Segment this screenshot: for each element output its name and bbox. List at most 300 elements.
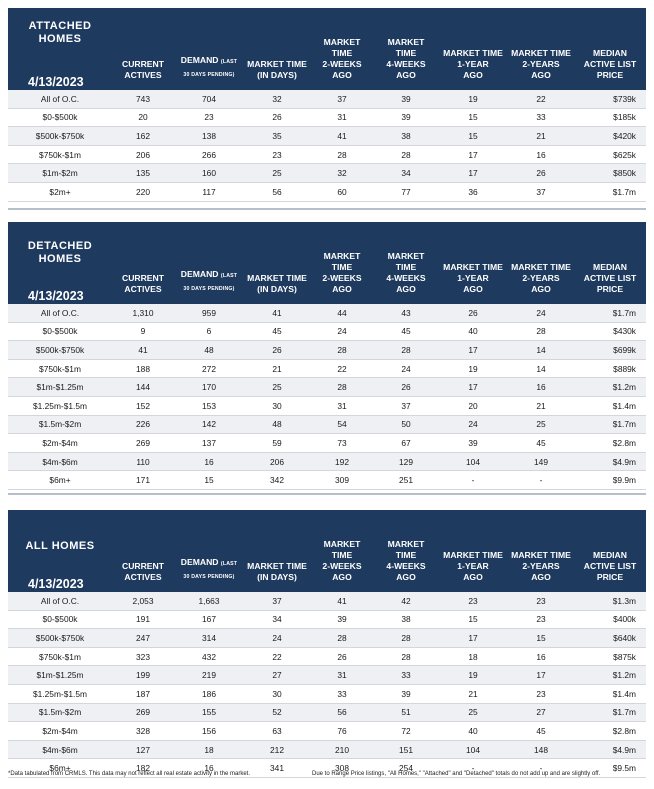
table-cell: -	[508, 759, 574, 778]
price-range-label: $1.5m-$2m	[8, 703, 112, 722]
table-cell: 39	[374, 684, 438, 703]
attached-table	[8, 90, 646, 202]
table-cell: 24	[508, 304, 574, 322]
table-cell: 247	[112, 629, 174, 648]
table-cell: 25	[244, 378, 310, 397]
table-cell: 32	[310, 164, 374, 183]
table-cell: 51	[374, 703, 438, 722]
table-cell: 40	[438, 722, 508, 741]
table-cell: 76	[310, 722, 374, 741]
table-cell: 67	[374, 434, 438, 453]
table-cell: 21	[244, 359, 310, 378]
table-cell: 34	[374, 164, 438, 183]
table-cell: 59	[244, 434, 310, 453]
table-row	[8, 703, 646, 722]
table-cell: 26	[244, 108, 310, 127]
table-cell: $739k	[574, 90, 646, 108]
price-range-label: All of O.C.	[8, 592, 112, 610]
table-cell: $1.7m	[574, 415, 646, 434]
market-time-2wk-header: MARKET TIME 2-WEEKS AGO	[322, 251, 362, 294]
table-cell: 22	[508, 90, 574, 108]
table-cell: 21	[508, 396, 574, 415]
table-cell: 186	[174, 684, 244, 703]
table-cell: 188	[112, 359, 174, 378]
table-cell: 24	[310, 322, 374, 341]
table-cell: 73	[310, 434, 374, 453]
table-cell: $1.4m	[574, 684, 646, 703]
table-cell: $889k	[574, 359, 646, 378]
table-row	[8, 127, 646, 146]
table-cell: 28	[374, 145, 438, 164]
price-range-label: $4m-$6m	[8, 452, 112, 471]
table-cell: $699k	[574, 341, 646, 360]
table-cell: 328	[112, 722, 174, 741]
table-row	[8, 722, 646, 741]
price-range-label: $1.5m-$2m	[8, 415, 112, 434]
table-cell: 26	[508, 164, 574, 183]
median-price-header: MEDIAN ACTIVE LIST PRICE	[583, 48, 637, 80]
table-cell: $4.9m	[574, 452, 646, 471]
table-cell: $4.9m	[574, 740, 646, 759]
table-cell: 30	[244, 684, 310, 703]
market-time-2yr-header: MARKET TIME 2-YEARS AGO	[511, 550, 571, 582]
detached-homes-section	[8, 222, 646, 490]
table-row	[8, 304, 646, 322]
table-row	[8, 322, 646, 341]
price-range-label: $1m-$1.25m	[8, 378, 112, 397]
table-cell: 27	[508, 703, 574, 722]
section-date: 4/13/2023	[28, 577, 84, 591]
market-time-1yr-header: MARKET TIME 1-YEAR AGO	[443, 550, 503, 582]
table-row	[8, 629, 646, 648]
table-cell: 27	[244, 666, 310, 685]
median-price-header: MEDIAN ACTIVE LIST PRICE	[583, 262, 637, 294]
table-cell: 199	[112, 666, 174, 685]
all-table	[8, 592, 646, 778]
table-cell: 23	[508, 610, 574, 629]
table-cell: 26	[244, 341, 310, 360]
table-cell: 212	[244, 740, 310, 759]
price-range-label: $750k-$1m	[8, 145, 112, 164]
market-time-1yr-header: MARKET TIME 1-YEAR AGO	[443, 262, 503, 294]
table-cell: 170	[174, 378, 244, 397]
table-cell: 37	[374, 396, 438, 415]
price-range-label: $0-$500k	[8, 610, 112, 629]
table-cell: 15	[174, 471, 244, 490]
table-row	[8, 182, 646, 201]
demand-header: DEMAND (LAST 30 DAYS PENDING)	[180, 557, 238, 580]
attached-homes-section	[8, 8, 646, 202]
section-title: ATTACHED HOMES	[28, 20, 92, 45]
table-cell: $625k	[574, 145, 646, 164]
price-range-label: All of O.C.	[8, 90, 112, 108]
table-cell: 171	[112, 471, 174, 490]
table-cell: $1.7m	[574, 703, 646, 722]
detached-table	[8, 304, 646, 490]
market-time-4wk-header: MARKET TIME 4-WEEKS AGO	[386, 37, 426, 80]
table-cell: 20	[438, 396, 508, 415]
table-cell: 37	[310, 90, 374, 108]
footer-note-left: *Data tabulated from CRMLS. This data may not reflect all real estate activity in the market.	[8, 771, 250, 777]
table-row	[8, 378, 646, 397]
table-cell: 1,663	[174, 592, 244, 610]
section-divider	[8, 208, 646, 210]
table-cell: 28	[508, 322, 574, 341]
market-time-4wk-header: MARKET TIME 4-WEEKS AGO	[386, 251, 426, 294]
table-cell: 160	[174, 164, 244, 183]
table-cell: 21	[508, 127, 574, 146]
table-cell: 19	[438, 666, 508, 685]
demand-header: DEMAND (LAST 30 DAYS PENDING)	[180, 269, 238, 292]
price-range-label: $2m-$4m	[8, 434, 112, 453]
table-cell: $420k	[574, 127, 646, 146]
table-cell: 41	[310, 592, 374, 610]
table-cell: 39	[310, 610, 374, 629]
table-cell: 25	[244, 164, 310, 183]
table-cell: $1.2m	[574, 378, 646, 397]
table-cell: 45	[244, 322, 310, 341]
table-cell: 33	[374, 666, 438, 685]
table-cell: 272	[174, 359, 244, 378]
footer-note-right: Due to Range Price listings, "All Homes," "Attached" and "Detached" totals do not add up and are slightly off.	[312, 771, 601, 777]
table-cell: 167	[174, 610, 244, 629]
table-cell: 191	[112, 610, 174, 629]
table-cell: 269	[112, 703, 174, 722]
attached-header	[8, 8, 646, 90]
table-cell: 219	[174, 666, 244, 685]
price-range-label: $1m-$1.25m	[8, 666, 112, 685]
table-cell: 23	[438, 592, 508, 610]
table-cell: 110	[112, 452, 174, 471]
price-range-label: $4m-$6m	[8, 740, 112, 759]
table-cell: 16	[508, 647, 574, 666]
table-cell: 34	[244, 610, 310, 629]
table-cell: 43	[374, 304, 438, 322]
table-cell: 22	[310, 359, 374, 378]
table-cell: 38	[374, 610, 438, 629]
table-cell: 17	[438, 378, 508, 397]
current-actives-header: CURRENT ACTIVES	[121, 59, 164, 80]
table-cell: 314	[174, 629, 244, 648]
table-cell: 42	[374, 592, 438, 610]
table-cell: 15	[438, 127, 508, 146]
price-range-label: $6m+	[8, 759, 112, 778]
table-cell: 41	[244, 304, 310, 322]
table-row	[8, 341, 646, 360]
table-cell: 41	[112, 341, 174, 360]
table-cell: 28	[374, 629, 438, 648]
all-homes-section	[8, 510, 646, 778]
table-cell: 54	[310, 415, 374, 434]
table-cell: 15	[438, 610, 508, 629]
price-range-label: $1m-$2m	[8, 164, 112, 183]
table-cell: 104	[438, 452, 508, 471]
price-range-label: $1.25m-$1.5m	[8, 396, 112, 415]
table-cell: 56	[310, 703, 374, 722]
table-cell: 25	[508, 415, 574, 434]
table-cell: 117	[174, 182, 244, 201]
table-cell: 16	[174, 759, 244, 778]
table-cell: 32	[244, 90, 310, 108]
table-cell: 26	[374, 378, 438, 397]
table-cell: 156	[174, 722, 244, 741]
table-cell: 23	[244, 145, 310, 164]
table-cell: 17	[438, 145, 508, 164]
table-row	[8, 471, 646, 490]
table-cell: 77	[374, 182, 438, 201]
table-cell: 155	[174, 703, 244, 722]
market-time-2wk-header: MARKET TIME 2-WEEKS AGO	[322, 37, 362, 80]
table-cell: 432	[174, 647, 244, 666]
table-cell: 17	[438, 164, 508, 183]
table-cell: 152	[112, 396, 174, 415]
table-cell: $1.7m	[574, 182, 646, 201]
market-time-header: MARKET TIME (IN DAYS)	[247, 561, 307, 582]
table-cell: 138	[174, 127, 244, 146]
table-cell: 33	[508, 108, 574, 127]
table-cell: 153	[174, 396, 244, 415]
table-cell: 31	[310, 666, 374, 685]
current-actives-header: CURRENT ACTIVES	[121, 273, 164, 294]
table-cell: $2.8m	[574, 722, 646, 741]
table-cell: 17	[438, 629, 508, 648]
price-range-label: $500k-$750k	[8, 341, 112, 360]
table-row	[8, 90, 646, 108]
price-range-label: $1.25m-$1.5m	[8, 684, 112, 703]
table-cell: 220	[112, 182, 174, 201]
table-cell: 36	[438, 182, 508, 201]
table-row	[8, 164, 646, 183]
table-cell: $9.5m	[574, 759, 646, 778]
table-row	[8, 434, 646, 453]
table-cell: 210	[310, 740, 374, 759]
section-date: 4/13/2023	[28, 75, 84, 89]
table-cell: $1.2m	[574, 666, 646, 685]
table-cell: 28	[310, 341, 374, 360]
table-cell: 30	[244, 396, 310, 415]
table-cell: 129	[374, 452, 438, 471]
table-cell: 206	[244, 452, 310, 471]
table-cell: $185k	[574, 108, 646, 127]
table-cell: -	[438, 471, 508, 490]
table-cell: 23	[508, 592, 574, 610]
table-cell: 6	[174, 322, 244, 341]
table-cell: 14	[508, 359, 574, 378]
table-cell: 187	[112, 684, 174, 703]
price-range-label: All of O.C.	[8, 304, 112, 322]
table-cell: 18	[174, 740, 244, 759]
section-date: 4/13/2023	[28, 289, 84, 303]
table-cell: 9	[112, 322, 174, 341]
market-time-header: MARKET TIME (IN DAYS)	[247, 273, 307, 294]
all-header	[8, 510, 646, 592]
section-title: DETACHED HOMES	[27, 240, 93, 265]
price-range-label: $2m-$4m	[8, 722, 112, 741]
table-cell: $2.8m	[574, 434, 646, 453]
table-cell: 31	[310, 396, 374, 415]
table-cell: 33	[310, 684, 374, 703]
table-cell: 104	[438, 740, 508, 759]
table-row	[8, 666, 646, 685]
market-time-2yr-header: MARKET TIME 2-YEARS AGO	[511, 48, 571, 80]
table-cell: 19	[438, 90, 508, 108]
table-cell: 48	[244, 415, 310, 434]
section-divider	[8, 493, 646, 495]
price-range-label: $0-$500k	[8, 108, 112, 127]
table-cell: -	[438, 759, 508, 778]
table-cell: $9.9m	[574, 471, 646, 490]
table-cell: 127	[112, 740, 174, 759]
table-cell: 39	[374, 108, 438, 127]
table-row	[8, 145, 646, 164]
price-range-label: $500k-$750k	[8, 127, 112, 146]
table-cell: 38	[374, 127, 438, 146]
table-cell: 1,310	[112, 304, 174, 322]
table-cell: 22	[244, 647, 310, 666]
table-cell: 269	[112, 434, 174, 453]
table-cell: 151	[374, 740, 438, 759]
table-cell: $640k	[574, 629, 646, 648]
market-time-1yr-header: MARKET TIME 1-YEAR AGO	[443, 48, 503, 80]
table-cell: 24	[244, 629, 310, 648]
table-cell: 45	[508, 434, 574, 453]
table-row	[8, 396, 646, 415]
table-cell: 28	[310, 629, 374, 648]
table-cell: 60	[310, 182, 374, 201]
table-cell: 251	[374, 471, 438, 490]
table-cell: 40	[438, 322, 508, 341]
table-cell: 28	[310, 145, 374, 164]
table-cell: 15	[438, 108, 508, 127]
table-cell: 44	[310, 304, 374, 322]
table-cell: 50	[374, 415, 438, 434]
table-cell: 28	[374, 341, 438, 360]
table-row	[8, 415, 646, 434]
table-cell: 2,053	[112, 592, 174, 610]
table-cell: 26	[438, 304, 508, 322]
demand-header: DEMAND (LAST 30 DAYS PENDING)	[180, 55, 238, 78]
table-cell: $875k	[574, 647, 646, 666]
price-range-label: $6m+	[8, 471, 112, 490]
table-cell: 15	[508, 629, 574, 648]
table-cell: 135	[112, 164, 174, 183]
table-row	[8, 592, 646, 610]
market-time-2wk-header: MARKET TIME 2-WEEKS AGO	[322, 539, 362, 582]
table-cell: 16	[508, 378, 574, 397]
current-actives-header: CURRENT ACTIVES	[121, 561, 164, 582]
table-cell: 23	[508, 684, 574, 703]
table-cell: 25	[438, 703, 508, 722]
table-cell: 41	[310, 127, 374, 146]
table-cell: 17	[508, 666, 574, 685]
table-cell: 56	[244, 182, 310, 201]
market-time-4wk-header: MARKET TIME 4-WEEKS AGO	[386, 539, 426, 582]
table-cell: 52	[244, 703, 310, 722]
table-cell: $400k	[574, 610, 646, 629]
table-cell: 149	[508, 452, 574, 471]
table-cell: 39	[438, 434, 508, 453]
table-cell: $1.7m	[574, 304, 646, 322]
table-row	[8, 740, 646, 759]
table-cell: 959	[174, 304, 244, 322]
price-range-label: $0-$500k	[8, 322, 112, 341]
table-cell: 26	[310, 647, 374, 666]
table-cell: 704	[174, 90, 244, 108]
table-cell: 323	[112, 647, 174, 666]
table-cell: 266	[174, 145, 244, 164]
detached-header	[8, 222, 646, 304]
section-title: ALL HOMES	[25, 540, 95, 552]
market-time-2yr-header: MARKET TIME 2-YEARS AGO	[511, 262, 571, 294]
table-cell: $1.4m	[574, 396, 646, 415]
table-row	[8, 108, 646, 127]
price-range-label: $750k-$1m	[8, 359, 112, 378]
table-cell: -	[508, 471, 574, 490]
table-cell: 19	[438, 359, 508, 378]
table-cell: 254	[374, 759, 438, 778]
table-cell: 45	[374, 322, 438, 341]
table-cell: 309	[310, 471, 374, 490]
table-cell: 16	[508, 145, 574, 164]
table-cell: 31	[310, 108, 374, 127]
table-cell: 20	[112, 108, 174, 127]
table-cell: $1.3m	[574, 592, 646, 610]
price-range-label: $2m+	[8, 182, 112, 201]
table-cell: 28	[374, 647, 438, 666]
table-cell: 206	[112, 145, 174, 164]
table-cell: 37	[244, 592, 310, 610]
table-cell: 63	[244, 722, 310, 741]
table-cell: 342	[244, 471, 310, 490]
table-cell: 16	[174, 452, 244, 471]
table-cell: 308	[310, 759, 374, 778]
table-row	[8, 359, 646, 378]
table-cell: 39	[374, 90, 438, 108]
table-cell: 182	[112, 759, 174, 778]
table-row	[8, 452, 646, 471]
median-price-header: MEDIAN ACTIVE LIST PRICE	[583, 550, 637, 582]
table-cell: 21	[438, 684, 508, 703]
table-row	[8, 684, 646, 703]
table-cell: 23	[174, 108, 244, 127]
table-cell: 148	[508, 740, 574, 759]
market-time-header: MARKET TIME (IN DAYS)	[247, 59, 307, 80]
table-cell: 192	[310, 452, 374, 471]
table-cell: 48	[174, 341, 244, 360]
table-cell: 14	[508, 341, 574, 360]
table-cell: 341	[244, 759, 310, 778]
table-cell: $430k	[574, 322, 646, 341]
table-row	[8, 610, 646, 629]
table-cell: 137	[174, 434, 244, 453]
table-row	[8, 647, 646, 666]
table-cell: 162	[112, 127, 174, 146]
table-cell: 226	[112, 415, 174, 434]
table-cell: 28	[310, 378, 374, 397]
table-cell: 35	[244, 127, 310, 146]
table-cell: 144	[112, 378, 174, 397]
table-cell: $850k	[574, 164, 646, 183]
table-cell: 24	[374, 359, 438, 378]
price-range-label: $500k-$750k	[8, 629, 112, 648]
price-range-label: $750k-$1m	[8, 647, 112, 666]
table-cell: 17	[438, 341, 508, 360]
table-cell: 45	[508, 722, 574, 741]
table-cell: 37	[508, 182, 574, 201]
table-cell: 72	[374, 722, 438, 741]
table-cell: 142	[174, 415, 244, 434]
table-cell: 18	[438, 647, 508, 666]
